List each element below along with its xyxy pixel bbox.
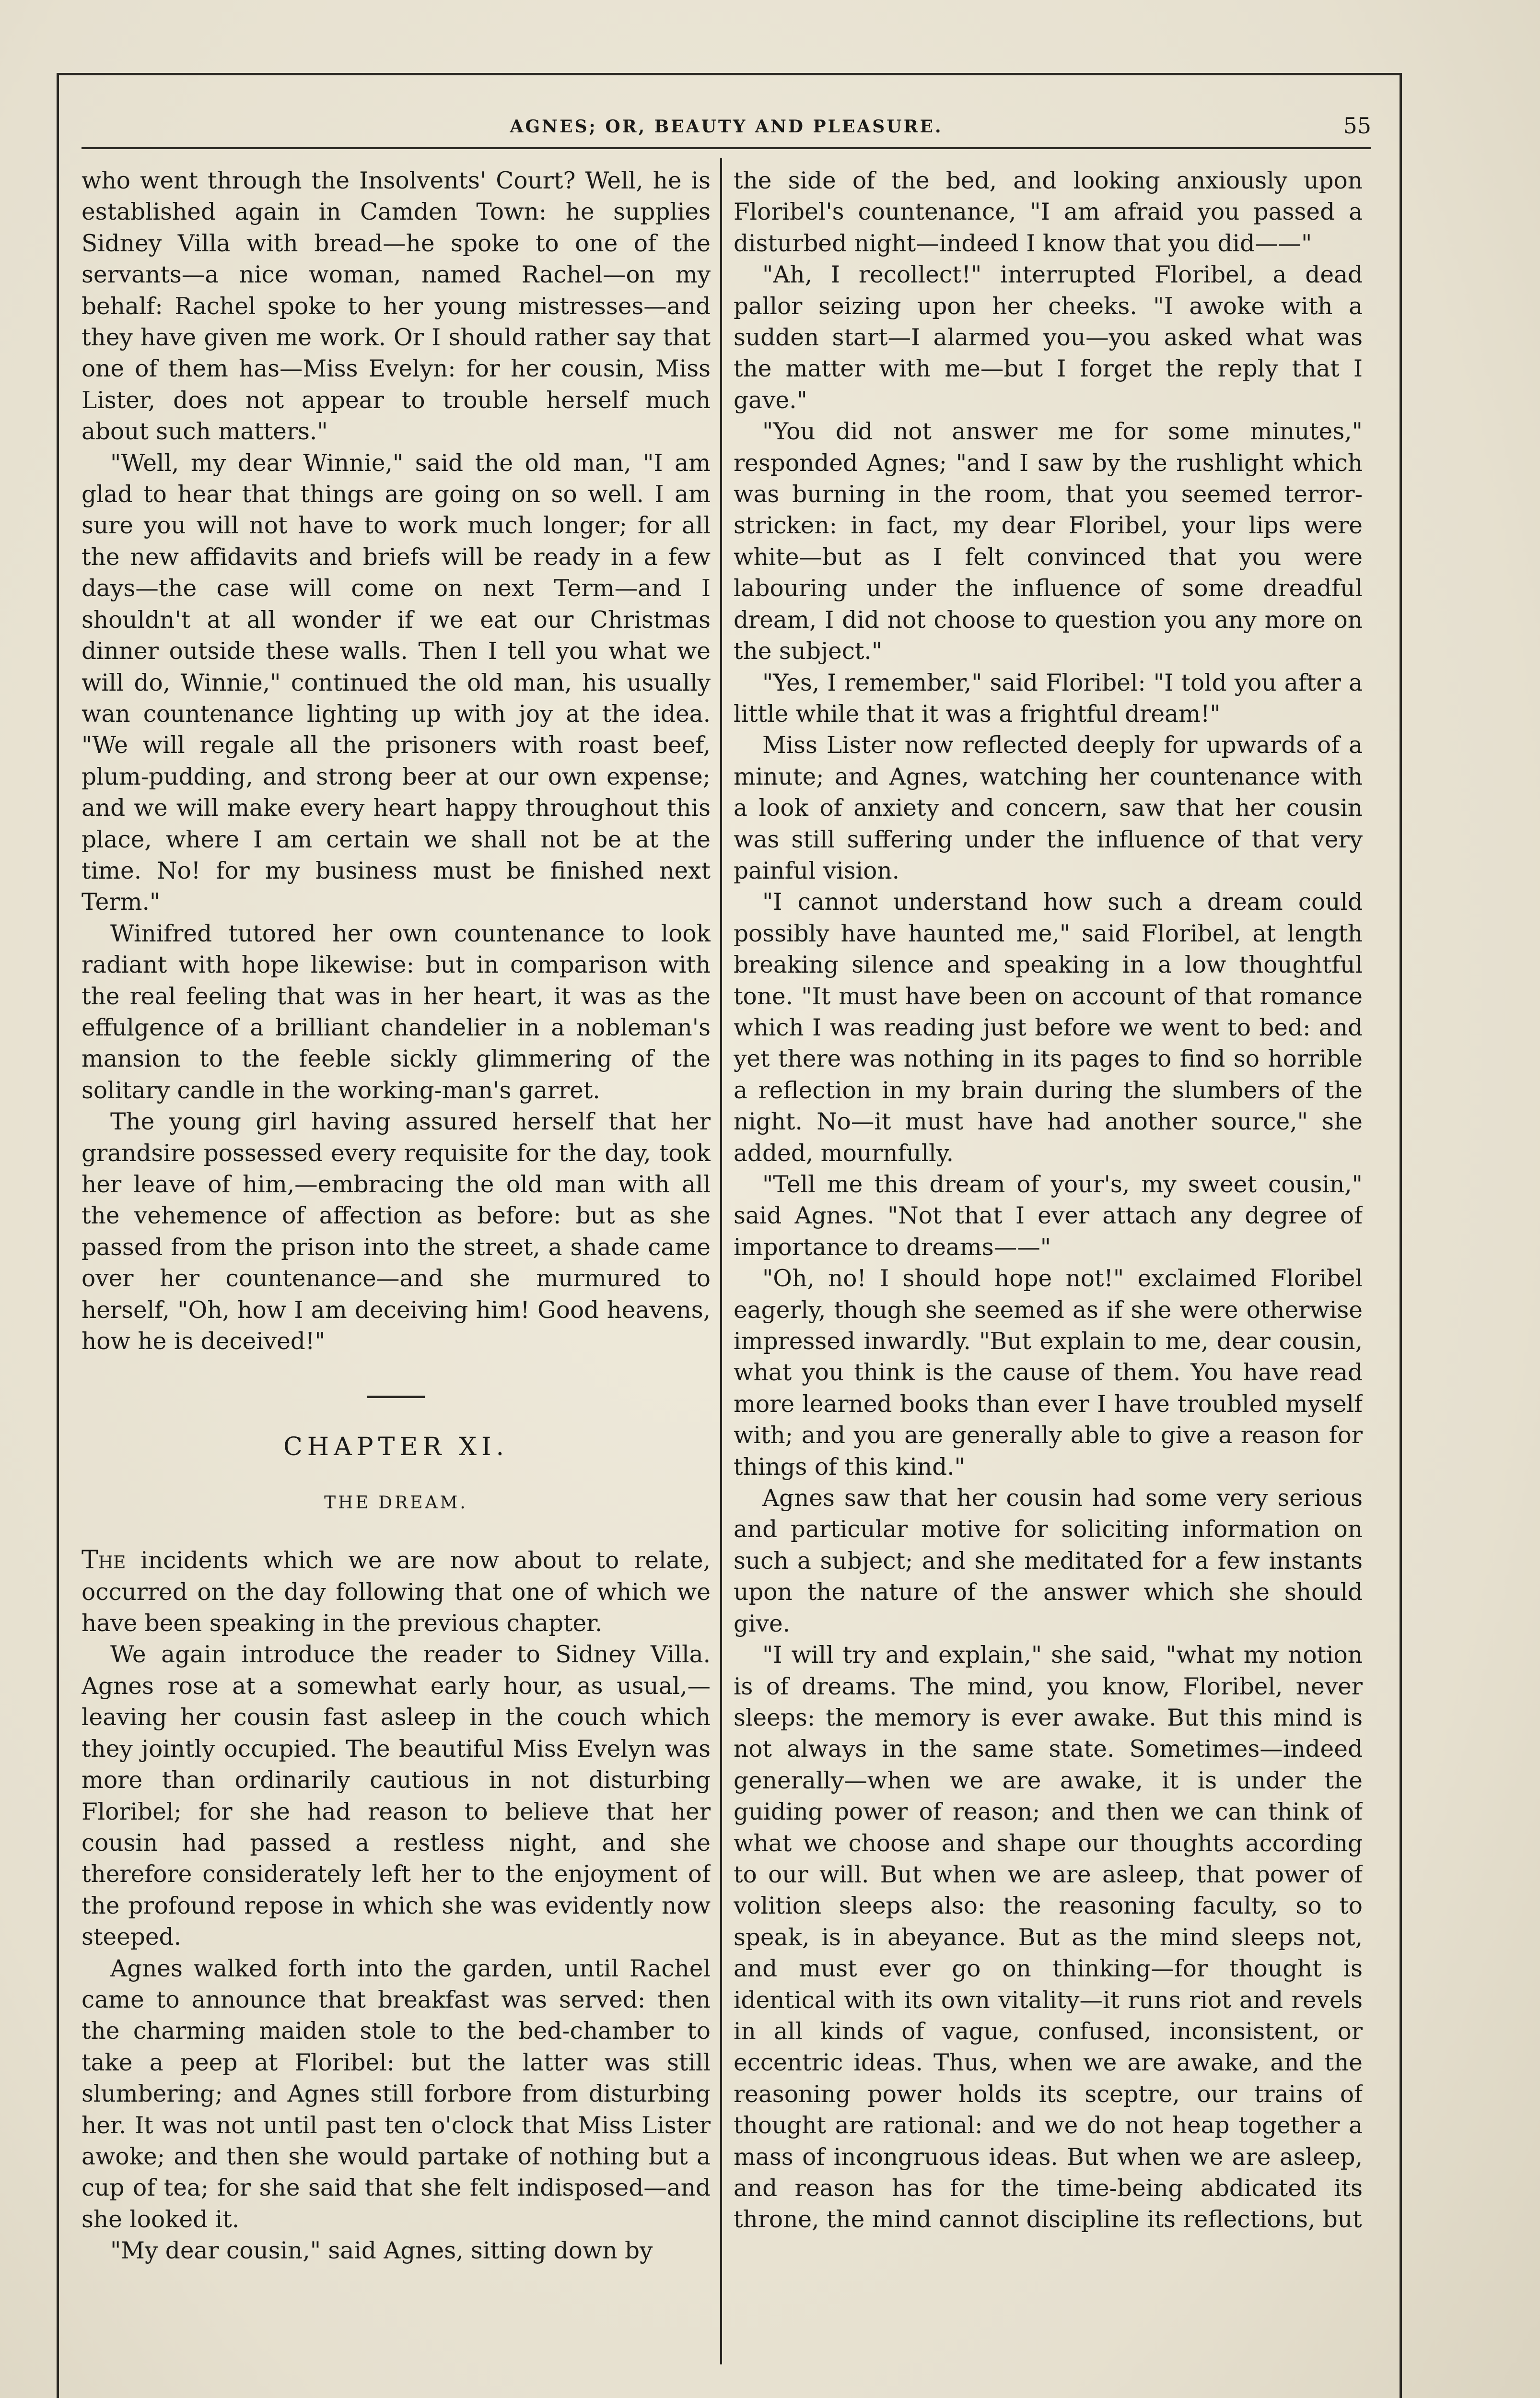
paragraph: "You did not answer me for some minutes," responded Agnes; "and I saw by the rushlight which was burning in the room, that you seemed terror-stricken: in fact, my dear Floribel, your lips were white—but as I felt convinced that you were labouring under the influence of some dreadful dream, I did not choose to question you any more on the subject." bbox=[734, 418, 1363, 665]
paragraph: Miss Lister now reflected deeply for upwards of a minute; and Agnes, watching her countenance with a look of anxiety and concern, saw that her cousin was still suffering under the influence of that very painful vision. bbox=[734, 732, 1363, 884]
paragraph: "Tell me this dream of your's, my sweet cousin," said Agnes. "Not that I ever attach any degree of importance to dreams——" bbox=[734, 1171, 1363, 1261]
paragraph: "I will try and explain," she said, "what my notion is of dreams. The mind, you know, Floribel, never sleeps: the memory is ever awake. But this mind is not always in the same state. Sometimes—indeed generally—when we are awake, it is under the guiding power of reason; and then we can think of what we choose and shape our thoughts according to our will. But when we are asleep, that power of volition sleeps also: the reasoning faculty, so to speak, is in abeyance. But as the mind sleeps not, and must ever go on thinking—for thought is identical with its own vitality—it runs riot and revels in all kinds of vague, confused, inconsistent, or eccentric ideas. Thus, when we are awake, and the reasoning power holds its sceptre, our trains of thought are rational: and we do not heap together a mass of incongruous ideas. But when we are asleep, and reason has for the time-being abdicated its throne, the mind cannot discipline its reflections, but bbox=[734, 1642, 1363, 2233]
chapter-rule bbox=[367, 1396, 425, 1398]
page-number: 55 bbox=[1343, 113, 1371, 139]
paragraph: who went through the Insolvents' Court? Well, he is established again in Camden Town: he supplies Sidney Villa with bread—he spoke to one of the servants—a nice woman, named Rachel—on my behalf: Rachel spoke to her young mistresses—and they have given me work. Or I should rather say that one of them has—Miss Evelyn: for her cousin, Miss Lister, does not appear to trouble herself much about such matters." bbox=[82, 167, 711, 446]
paragraph: "Yes, I remember," said Floribel: "I told you after a little while that it was a frightful dream!" bbox=[734, 669, 1363, 728]
page-header bbox=[82, 108, 1371, 151]
paragraph: "I cannot understand how such a dream could possibly have haunted me," said Floribel, at length breaking silence and speaking in a low thoughtful tone. "It must have been on account of that romance which I was reading just before we went to bed: and yet there was nothing in its pages to find so horrible a reflection in my brain during the slumbers of the night. No—it must have had another source," she added, mournfully. bbox=[734, 889, 1363, 1167]
paragraph: "Oh, no! I should hope not!" exclaimed Floribel eagerly, though she seemed as if she were otherwise impressed inwardly. "But explain to me, dear cousin, what you think is the cause of them. You have read more learned books than ever I have troubled myself with; and you are generally able to give a reason for things of this kind." bbox=[734, 1265, 1363, 1481]
paragraph: Winifred tutored her own countenance to look radiant with hope likewise: but in comparison with the real feeling that was in her heart, it was as the effulgence of a brilliant chandelier in a nobleman's mansion to the feeble sickly glimmering of the solitary candle in the working-man's garret. bbox=[82, 920, 711, 1104]
drop-lead-word: The bbox=[82, 1546, 126, 1575]
paragraph: We again introduce the reader to Sidney Villa. Agnes rose at a somewhat early hour, as usual,—leaving her cousin fast asleep in the couch which they jointly occupied. The beautiful Miss Evelyn was more than ordinarily cautious in not disturbing Floribel; for she had reason to believe that her cousin had passed a restless night, and she therefore considerately left her to the enjoyment of the profound repose in which she was evidently now steeped. bbox=[82, 1641, 711, 1951]
left-column bbox=[82, 165, 711, 2362]
paragraph: "My dear cousin," said Agnes, sitting down by bbox=[110, 2237, 653, 2265]
paragraph: Agnes walked forth into the garden, until Rachel came to announce that breakfast was served: then the charming maiden stole to the bed-chamber to take a peep at Floribel: but the latter was still slumbering; and Agnes still forbore from disturbing her. It was not until past ten o'clock that Miss Lister awoke; and then she would partake of nothing but a cup of tea; for she said that she felt indisposed—and she looked it. bbox=[82, 1955, 711, 2233]
paragraph: "Ah, I recollect!" interrupted Floribel, a dead pallor seizing upon her cheeks. "I awoke with a sudden start—I alarmed you—you asked what was the matter with me—but I forget the reply that I gave." bbox=[734, 261, 1363, 414]
paragraph bbox=[82, 1545, 711, 1639]
right-column bbox=[734, 165, 1363, 2362]
column-divider bbox=[720, 158, 722, 2364]
paragraph: The young girl having assured herself that her grandsire possessed every requisite for the day, took her leave of him,—embracing the old man with all the vehemence of affection as before: but as she passed from the prison into the street, a shade came over her countenance—and she murmured to herself, "Oh, how I am deceiving him! Good heavens, how he is deceived!" bbox=[82, 1108, 711, 1355]
chapter-title: CHAPTER XI. bbox=[283, 1433, 509, 1462]
paragraph: "Well, my dear Winnie," said the old man, "I am glad to hear that things are going on so well. I am sure you will not have to work much longer; for all the new affidavits and briefs will be ready in a few days—the case will come on next Term—and I shouldn't at all wonder if we eat our Christmas dinner outside these walls. Then I tell you what we will do, Winnie," continued the old man, his usually wan countenance lighting up with joy at the idea. "We will regale all the prisoners with roast beef, plum-pudding, and strong beer at our own expense; and we will make every heart happy throughout this place, where I am certain we shall not be at the time. No! for my business must be finished next Term." bbox=[82, 449, 711, 916]
paragraph: the side of the bed, and looking anxiously upon Floribel's countenance, "I am afraid you passed a disturbed night—indeed I know that you did——" bbox=[734, 167, 1363, 257]
header-rule bbox=[82, 147, 1371, 149]
running-head: AGNES; OR, BEAUTY AND PLEASURE. bbox=[510, 117, 943, 137]
paragraph-text: incidents which we are now about to relate, occurred on the day following that one of which we have been speaking in the previous chapter. bbox=[82, 1547, 711, 1637]
paragraph: Agnes saw that her cousin had some very serious and particular motive for soliciting information on such a subject; and she meditated for a few instants upon the nature of the answer which she should give. bbox=[734, 1485, 1363, 1637]
chapter-subtitle: THE DREAM. bbox=[324, 1493, 468, 1513]
